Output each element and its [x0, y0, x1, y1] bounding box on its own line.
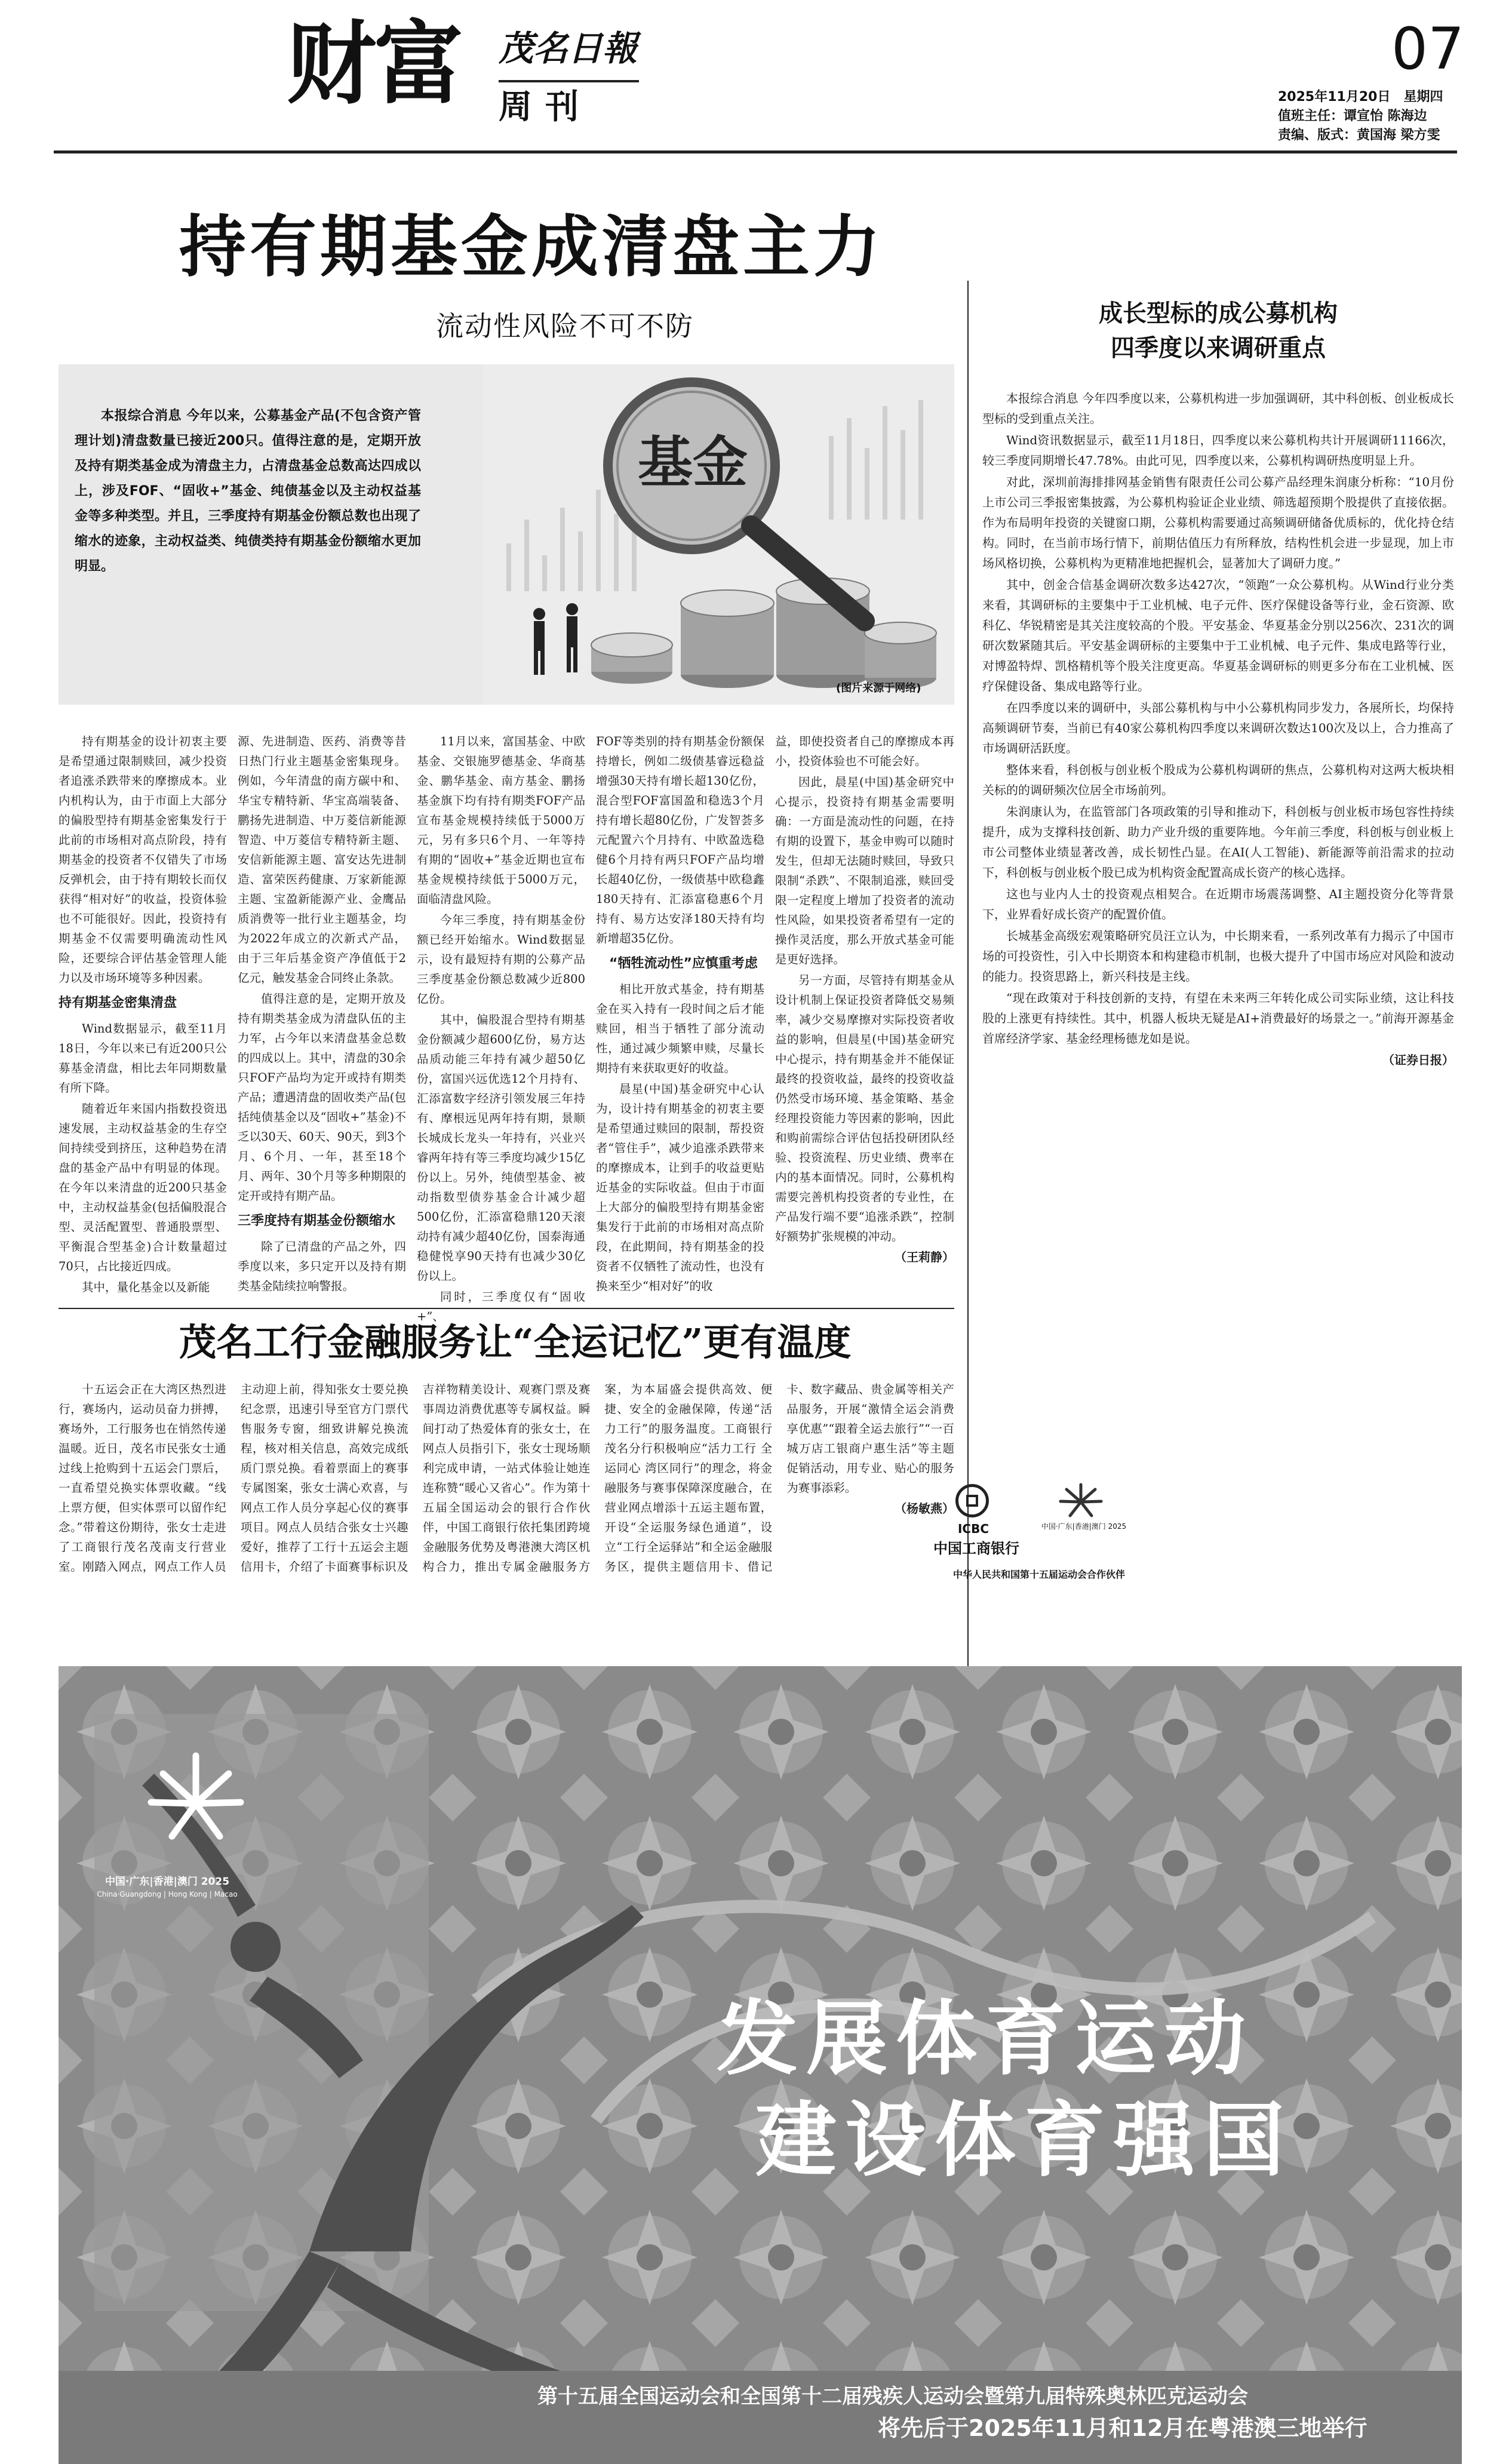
ad-slogan-1: 发展体育运动 — [717, 1992, 1254, 2087]
bank-headline: 茂名工行金融服务让“全运记忆”更有温度 — [179, 1320, 852, 1364]
paragraph: Wind资讯数据显示，截至11月18日，四季度以来公募机构共计开展调研11166次，较三季度同期增长47.78%。由此可见，四季度以来，公募机构调研热度明显上升。 — [982, 433, 1454, 468]
paragraph: 对此，深圳前海排排网基金销售有限责任公司公募产品经理朱润康分析称：“10月份上市公司三季报密集披露，为公募机构验证企业业绩、筛选超预期个股提供了直接依据。作为布局明年投资的关键窗口期，公募机构需要通过高频调研储备优质标的，优化持仓结构。同时，在当前市场行情下，前期估值压力有所释放，结构性机会进一步显现，加上市场风格切换，公募机构为更精准地把握机会，显著加大了调研力度。” — [982, 475, 1454, 570]
paper-logo: 茂名日報 — [499, 28, 638, 69]
masthead-divider — [499, 80, 639, 82]
ad-footer-line-1: 第十五届全国运动会和全国第十二届残疾人运动会暨第九届特殊奥林匹克运动会 — [537, 2385, 1248, 2408]
paragraph: 11月以来，富国基金、中欧基金、交银施罗德基金、华商基金、鹏华基金、南方基金、鹏扬基金旗下均有持有期类FOF产品宣布基金规模持续低于5000万元，另有多只6个月、一年等持有期的“固收+”基金近期也宣布基金规模持续低于5000万元，面临清盘风险。 — [417, 735, 585, 906]
paragraph: FOF等类别的持有期基金份额保持增长，例如二级债基睿远稳益增强30天持有增长超130亿份，混合型FOF富国盈和稳选3个月持有增长超80亿份，广发智荟多元配置六个月持有、中欧盈选稳健6个月持有两只FOF产品均增长超40亿份，一级债基中欧稳鑫180天持有、汇添富稳惠6个月持有、易方达安泽180天持有均新增超35亿份。 — [596, 735, 764, 945]
side-headline-line-1: 成长型标的成公募机构 — [1099, 299, 1338, 327]
ad-footer-line-2: 将先后于2025年11月和12月在粤港澳三地举行 — [878, 2415, 1367, 2441]
paragraph: 益，即使投资者自己的摩擦成本再小，投资体验也不可能会好。 — [775, 735, 954, 768]
paragraph: 源、先进制造、医药、消费等昔日热门行业主题基金密集现身。例如，今年清盘的南方碳中和、华宝专精特新、华宝高端装备、鹏扬先进制造、中万菱信新能源智造、中万菱信专精特新主题、安信新能源主题、富安达先进制造、富荣医药健康、万家新能源主题、宝盈新能源产业、金鹰品质消费等一批行业主题基金，均为2022年成立的次新式产品，由于三年后基金资产净值低于2亿元，触发基金合同终止条款。 — [238, 735, 406, 985]
side-headline-line-2: 四季度以来调研重点 — [1111, 334, 1326, 362]
lead-column-1 — [59, 732, 227, 1298]
paragraph: 其中，偏股混合型持有期基金份额减少超600亿份，易方达品质动能三年持有减少超50亿份，富国兴远优选12个月持有、汇添富数字经济引领发展三年持有、摩根远见两年持有期，景顺长城成长龙头一年持有，兴业兴睿两年持有等三季度均减少15亿份以上。另外，纯债型基金、被动指数型债券基金合计减少超500亿份，汇添富稳鼎120天滚动持有减少超40亿份，国泰海通稳健悦享90天持有也减少30亿份以上。 — [417, 1013, 585, 1283]
paragraph: 今年三季度，持有期基金份额已经开始缩水。Wind数据显示，设有最短持有期的公募产品三季度基金份额总数减少近800亿份。 — [417, 913, 585, 1006]
ad-slogan-2: 建设体育强国 — [755, 2094, 1293, 2188]
paragraph: 其中，创金合信基金调研次数多达427次，“领跑”一众公募机构。从Wind行业分类来看，其调研标的主要集中于工业机械、电子元件、医疗保健设备等行业，金石资源、欧科亿、华锐精密是其关注度较高的个股。平安基金、华夏基金分别以256次、231次的调研次数紧随其后。平安基金调研标的主要集中于工业机械、电子元件、集成电路等行业，对博盈特焊、凯格精机等个股关注度更高。华夏基金调研标的则更多分布在工业机械、医疗保健设备、集成电路等行业。 — [982, 577, 1454, 693]
layout-editor: 责编、版式：黄国海 梁方雯 — [1278, 128, 1440, 143]
games-mark-small — [1045, 1481, 1117, 1541]
lead-headline: 持有期基金成清盘主力 — [179, 208, 884, 286]
lead-subheading-1: 持有期基金密集清盘 — [59, 996, 177, 1010]
section-title: 财富 — [287, 13, 462, 116]
ad-emblem-text: 中国·广东|香港|澳门 2025 — [105, 1876, 230, 1888]
fund-image-label: 基金 — [637, 431, 748, 494]
paragraph: 相比开放式基金，持有期基金在买入持有一段时间之后才能赎回，相当于牺牲了部分流动性，通过减少频繁申赎，尽量长期持有来获取更好的收益。 — [596, 982, 764, 1075]
lead-column-3 — [417, 732, 585, 1328]
lead-summary: 本报综合消息 今年以来，公募基金产品(不包含资产管理计划)清盘数量已接近200只。值得注意的是，定期开放及持有期类基金成为清盘主力，占清盘基金总数高达四成以上，涉及FOF、“固收+”基金、纯债基金以及主动权益基金等多种类型。并且，三季度持有期基金份额总数也出现了缩水的迹象，主动权益类、纯债类持有期基金份额缩水更加明显。 — [75, 408, 421, 574]
bank-byline: （杨敏燕） — [894, 1501, 954, 1516]
games-mark-small-text: 中国·广东|香港|澳门 2025 — [1041, 1522, 1127, 1531]
icbc-logo-text: ICBC — [957, 1522, 989, 1536]
side-byline: （证券日报） — [1382, 1053, 1454, 1067]
partner-note: 中华人民共和国第十五届运动会合作伙伴 — [952, 1569, 1125, 1580]
paragraph: 因此，晨星(中国)基金研究中心提示，投资持有期基金需要明确：一方面是流动性的问题，在持有期的设置下，基金申购可以随时发生，但却无法随时赎回，导致只限制“杀跌”、不限制追涨，赎回受限一定程度上增加了投资者的流动性风险，如果投资者希望有一定的操作灵活度，那么开放式基金可能是更好选择。 — [775, 775, 954, 966]
lead-subheading-2: 三季度持有期基金份额缩水 — [238, 1213, 396, 1228]
paragraph: 值得注意的是，定期开放及持有期类基金成为清盘队伍的主力军，占今年以来清盘基金总数的四成以上。其中，清盘的30余只FOF产品均为定开或持有期类产品；遭遇清盘的固收类产品(包括纯债基金以及“固收+”基金)不乏以30天、60天、90天，到3个月、6个月、一年，甚至18个月、两年、30个月等多种期限的定开或持有期产品。 — [238, 992, 406, 1203]
lead-subhead: 流动性风险不可不防 — [436, 310, 694, 342]
weekly-label: 周刊 — [499, 88, 592, 127]
lead-subheading-3: “牺牲流动性”应慎重考虑 — [609, 956, 758, 971]
lead-column-4 — [596, 732, 764, 1297]
masthead — [0, 0, 1509, 143]
bank-top-rule — [59, 1308, 954, 1309]
paragraph: 随着近年来国内指数投资迅速发展，主动权益基金的生存空间持续受到挤压，这种趋势在清盘的基金产品中有明显的体现。在今年以来清盘的近200只基金中，主动权益基金(包括偏股混合型、灵活配置型、普通股票型、平衡混合型基金)合计数量超过70只，占比接近四成。 — [59, 1102, 227, 1273]
paragraph: 整体来看，科创板与创业板个股成为公募机构调研的焦点，公募机构对这两大板块相关标的的调研频次位居全市场前列。 — [982, 763, 1454, 797]
icbc-logo-mark — [966, 1495, 978, 1507]
fund-illustration — [482, 364, 954, 705]
bank-story-body — [59, 1380, 954, 1648]
paragraph: 其中，量化基金以及新能 — [82, 1280, 210, 1294]
paragraph: 本报综合消息 今年四季度以来，公募机构进一步加强调研，其中科创板、创业板成长型标的受到重点关注。 — [982, 391, 1454, 426]
issue-date: 2025年11月20日 星期四 — [1278, 90, 1443, 105]
masthead-rule — [54, 150, 1457, 153]
paragraph: 朱润康认为，在监管部门各项政策的引导和推动下，科创板与创业板市场包容性持续提升，成为支撑科技创新、助力产业升级的重要阵地。今年前三季度，科创板与创业板上市公司整体业绩显著改善，成长韧性凸显。在AI(人工智能)、新能源等前沿需求的拉动下，科创板与创业板个股已成为机构资金配置高成长资产的核心选择。 — [982, 804, 1454, 880]
icbc-name: 中国工商银行 — [933, 1540, 1019, 1557]
paragraph: 晨星(中国)基金研究中心认为，设计持有期基金的初衷主要是希望通过赎回的限制，帮投资者“管住手”，减少追涨杀跌带来的摩擦成本，让到手的收益更贴近基金的实际收益。但由于市面上大部分的偏股型持有期基金密集发行于此前的市场相对高点阶段，在此期间，持有期基金的投资者不仅牺牲了流动性，也没有换来至少“相对好”的收 — [596, 1082, 764, 1293]
column-separator — [967, 281, 969, 1893]
paragraph: 持有期基金的设计初衷主要是希望通过限制赎回，减少投资者追涨杀跌带来的摩擦成本。业内机构认为，由于市面上大部分的偏股型持有期基金密集发行于此前的市场相对高点阶段，持有期基金的投资者不仅错失了市场反弹机会，由于持有期较长而仅获得“相对好”的收益，投资体验也不可能很好。因此，投资持有期基金不仅需要明确流动性风险，还要综合评估基金管理人能力以及市场环境等多种因素。 — [59, 735, 227, 985]
paragraph: “现在政策对于科技创新的支持，有望在未来两三年转化成公司实际业绩，这让科技股的上涨更有持续性。其中，机器人板块无疑是AI+消费最好的场景之一。”前海开源基金首席经济学家、基金经理杨德龙如是说。 — [982, 991, 1454, 1046]
lead-column-2 — [238, 732, 406, 1297]
duty-editor: 值班主任：谭宣怡 陈海边 — [1278, 109, 1427, 124]
lead-column-5 — [775, 732, 954, 1267]
paragraph: 长城基金高级宏观策略研究员汪立认为，中长期来看，一系列改革有力揭示了中国市场的可投资性，引入中长期资本和构建稳市机制，也极大提升了中国市场应对风险和波动的能力。投资思路上，新兴科技是主线。 — [982, 929, 1454, 984]
paragraph: Wind数据显示，截至11月18日，今年以来已有近200只公募基金清盘，相比去年同期数量有所下降。 — [59, 1022, 227, 1095]
paragraph: 另一方面，尽管持有期基金从设计机制上保证投资者降低交易频率，减少交易摩擦对实际投资者收益的影响，但晨星(中国)基金研究中心提示，持有期基金并不能保证最终的投资收益，最终的投资收益仍然受市场环境、基金策略、基金经理投资能力等因素的影响，因此和购前需综合评估包括投研团队经验、投资流程、历史业绩、费率在内的基本面情况。同时，公募机构需要完善机构投资者的专业性，在产品发行端不要“追涨杀跌”，控制好额势扩张规模的冲动。 — [775, 973, 954, 1243]
paragraph: 除了已清盘的产品之外，四季度以来，多只定开以及持有期类基金陆续拉响警报。 — [238, 1240, 406, 1293]
paragraph: 同时，三季度仅有“固收+”、 — [417, 1290, 585, 1323]
paragraph: 十五运会正在大湾区热烈进行，赛场内，运动员奋力拼搏，赛场外，工行服务也在悄然传递温暖。近日，茂名市民张女士通过线上抢购到十五运会门票后，一直希望兑换实体票收藏。“线上票方便，但实体票可以留作纪念。”带着这份期待，张女士走进了工商银行茂名茂南支行营业室。刚踏入网点，网点工作人员主动迎上前，得知张女士要兑换纪念票，迅速引导至官方门票代售服务专窗，细致讲解兑换流程，核对相关信息，高效完成纸质门票兑换。看着票面上的赛事专属图案，张女士满心欢喜，与网点工作人员分享起心仪的赛事项目。网点人员结合张女士兴趣爱好，推荐了工行十五运会主题信用卡，介绍了卡面赛事标识及吉祥物精美设计、观赛门票及赛事周边消费优惠等专属权益。瞬间打动了热爱体育的张女士，在网点人员指引下，张女士现场顺利完成申请，一站式体验让她连连称赞“暖心又省心”。作为第十五届全国运动会的银行合作伙伴，中国工商银行依托集团跨境金融服务优势及粤港澳大湾区机构合力，推出专属金融服务方案，为本届盛会提供高效、便捷、安全的金融保障，传递“活力工行”的服务温度。工商银行茂名分行积极响应“活力工行 全运同心 湾区同行”的理念，将金融服务与赛事保障深度融合，在营业网点增添十五运主题布置，开设“全运服务绿色通道”，设立“工行全运驿站”和全运金融服务区，提供主题信用卡、借记卡、数字藏品、贵金属等相关产品服务，开展“激情全运会消费享优惠”“跟着全运去旅行”“一百城万店工银商户惠生活”等主题促销活动，用专业、贴心的服务为赛事添彩。 — [59, 1382, 954, 1574]
page-number: 07 — [1391, 16, 1465, 82]
icbc-logo — [955, 1484, 989, 1517]
paragraph: 这也与业内人士的投资观点相契合。在近期市场震荡调整、AI主题投资分化等背景下，业界看好成长资产的配置价值。 — [982, 887, 1454, 921]
ad-emblem-english: China·Guangdong | Hong Kong | Macao — [97, 1890, 238, 1898]
paragraph: 在四季度以来的调研中，头部公募机构与中小公募机构同步发力，各展所长，均保持高频调研节奏，当前已有40家公募机构四季度以来调研次数达100次及以上，合力推高了市场调研活跃度。 — [982, 701, 1454, 755]
side-story-body — [982, 388, 1454, 1070]
image-credit: (图片来源于网络) — [836, 682, 921, 695]
lead-byline: （王莉静） — [895, 1250, 954, 1264]
